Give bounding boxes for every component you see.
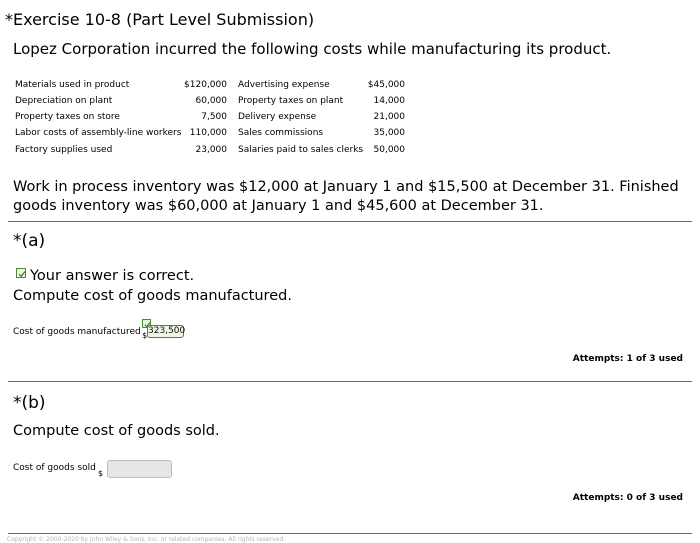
section-divider <box>8 533 692 534</box>
correct-check-icon <box>16 268 26 278</box>
currency-symbol: $ <box>142 331 148 340</box>
attempts-counter: Attempts: 0 of 3 used <box>572 493 683 503</box>
part-b-prompt: Compute cost of goods sold. <box>13 423 220 439</box>
part-b-heading: *(b) <box>13 393 46 413</box>
cost-value: 50,000 <box>373 145 405 155</box>
answer-status: Your answer is correct. <box>30 268 195 284</box>
attempts-counter: Attempts: 1 of 3 used <box>572 354 683 364</box>
section-divider <box>8 381 692 382</box>
cogs-label: Cost of goods sold <box>13 463 96 473</box>
cost-label: Sales commissions <box>238 128 324 138</box>
cost-label: Property taxes on store <box>15 112 120 122</box>
cost-value: 23,000 <box>195 145 227 155</box>
cost-value: $120,000 <box>184 80 227 90</box>
exercise-title: *Exercise 10-8 (Part Level Submission) <box>5 10 315 29</box>
cost-label: Salaries paid to sales clerks <box>238 145 364 155</box>
cost-label: Delivery expense <box>238 112 317 122</box>
cogs-input[interactable] <box>107 460 172 478</box>
cost-value: 21,000 <box>373 112 405 122</box>
cost-label: Factory supplies used <box>15 145 113 155</box>
section-divider <box>8 221 692 222</box>
inventory-note: Work in process inventory was $12,000 at January 1 and $15,500 at December 31. Finished goods inventory was $60,000 at January 1 and $45,600 at December 31. <box>13 179 679 214</box>
part-a-prompt: Compute cost of goods manufactured. <box>13 288 292 304</box>
cost-label: Advertising expense <box>238 80 330 90</box>
cost-label: Depreciation on plant <box>15 96 113 106</box>
part-a-heading: *(a) <box>13 231 46 251</box>
cogm-input[interactable]: 323,500 <box>148 326 186 336</box>
cost-label: Materials used in product <box>15 80 130 90</box>
cost-value: 7,500 <box>201 112 227 122</box>
cost-label: Labor costs of assembly-line workers <box>15 128 182 138</box>
cost-value: 14,000 <box>373 96 405 106</box>
problem-intro: Lopez Corporation incurred the following costs while manufacturing its product. <box>13 40 612 58</box>
currency-symbol: $ <box>98 469 104 478</box>
copyright-text: Copyright © 2000-2020 by John Wiley & Sons, Inc. or related companies. All rights reserved. <box>7 536 286 543</box>
cost-value: 35,000 <box>373 128 405 138</box>
cost-value: 110,000 <box>189 128 227 138</box>
cogm-label: Cost of goods manufactured <box>13 327 141 337</box>
cost-value: $45,000 <box>367 80 405 90</box>
cost-value: 60,000 <box>195 96 227 106</box>
cost-label: Property taxes on plant <box>238 96 344 106</box>
